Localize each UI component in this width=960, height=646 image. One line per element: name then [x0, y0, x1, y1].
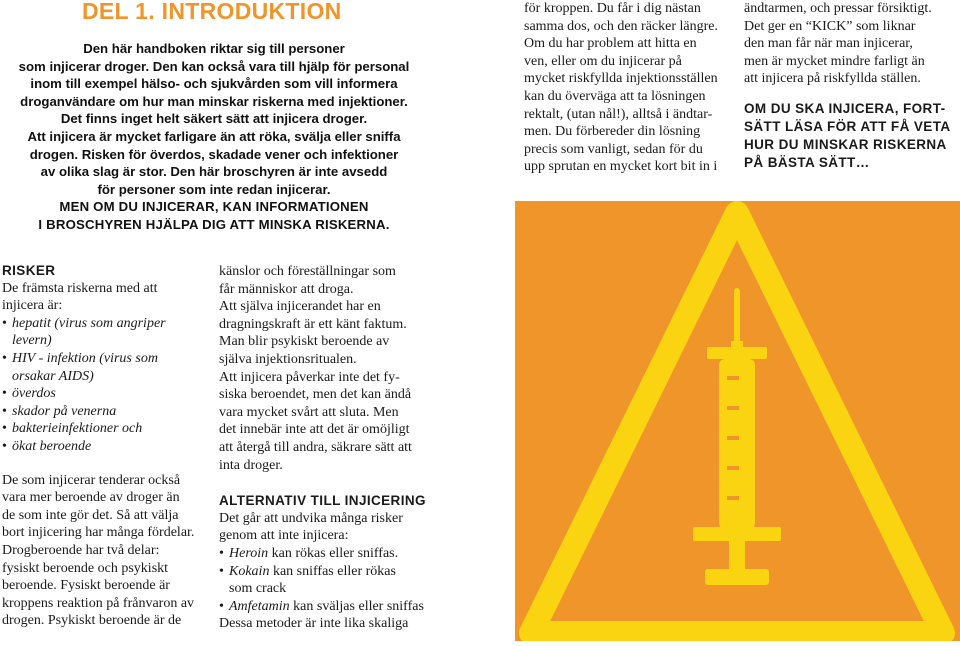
text-line: De som injicerar tenderar också	[2, 472, 181, 488]
text-line: Det ger en “KICK” som liknar	[744, 18, 916, 34]
text-line: bort injicering har många fördelar.	[2, 525, 195, 541]
intro-line: inom till exempel hälso- och sjukvården som vill informera	[30, 76, 398, 92]
text-line: rektalt, (utan nål!), alltså i ändtar-	[524, 106, 713, 122]
warning-sign-icon	[515, 201, 960, 641]
text-line: vara mer beroende av droger än	[2, 490, 180, 506]
callout-continue-reading	[744, 100, 956, 172]
text-line: Drogberoende har två delar:	[2, 542, 160, 558]
text-line: att återgå till andra, säkrare sätt att	[219, 439, 412, 455]
intro-text	[0, 40, 428, 234]
syringe-icon	[693, 291, 781, 585]
intro-line: som injicerar droger. Den kan också vara till hjälp för personal	[18, 58, 410, 74]
warning-illustration	[515, 201, 960, 641]
callout-line: SÄTT LÄSA FÖR ATT FÅ VETA	[744, 118, 951, 134]
intro-emphasis: MEN OM DU INJICERAR, KAN INFORMATIONEN	[59, 199, 369, 215]
text-line: ven, eller om du injicerar på	[524, 53, 682, 69]
page-title: DEL 1. INTRODUKTION	[82, 0, 342, 24]
text-line: precis som vanligt, sedan för du	[524, 141, 703, 157]
text-line: dragningskraft är ett känt faktum.	[219, 316, 407, 332]
risk-list	[2, 315, 212, 456]
text-line: drogen. Psykiskt beroende är de	[2, 613, 182, 629]
list-item: • Amfetamin kan sväljas eller sniffas	[219, 598, 424, 614]
alternatives-list	[219, 545, 431, 615]
text-line: men. Du förbereder din lösning	[524, 124, 701, 140]
column-dependence	[219, 263, 431, 633]
text-line: den man får när man injicerar,	[744, 36, 913, 52]
text-line: fysiskt beroende och psykiskt	[2, 560, 169, 576]
list-item: • Heroin kan rökas eller sniffas.	[219, 545, 399, 561]
intro-emphasis: I BROSCHYREN HJÄLPA DIG ATT MINSKA RISKERNA.	[38, 216, 390, 232]
text-line: Att själva injicerandet har en	[219, 299, 381, 315]
list-item: • ökat beroende	[2, 438, 92, 454]
text-line: men är mycket mindre farligt än	[744, 53, 925, 69]
intro-line: droganvändare om hur man minskar riskerna med injektioner.	[20, 93, 408, 109]
callout-line: HUR DU MINSKAR RISKERNA	[744, 136, 947, 152]
callout-line: OM DU SKA INJICERA, FORT-	[744, 100, 946, 116]
list-item: • hepatit (virus som angriper levern)	[2, 315, 166, 349]
text-line: De främsta riskerna med att	[2, 280, 158, 296]
list-item: • överdos	[2, 386, 56, 402]
intro-line: Det finns inget helt säkert sätt att injicera droger.	[60, 111, 368, 127]
text-line: vara mycket svårt att sluta. Men	[219, 404, 399, 420]
column-risks	[2, 262, 212, 630]
intro-line: Att injicera är mycket farligare än att röka, svälja eller sniffa	[27, 128, 401, 144]
list-item: • HIV - infektion (virus som orsakar AIDS)	[2, 350, 158, 384]
column-kick	[744, 0, 956, 172]
intro-line: av olika slag är stor. Den här broschyren är inte avsedd	[40, 164, 388, 180]
text-line: mycket riskfyllda injektionsställen	[524, 71, 718, 87]
text-line: själva injektionsritualen.	[219, 351, 357, 367]
text-line: Att injicera påverkar inte det fy-	[219, 369, 400, 385]
list-item: • bakterieinfektioner och	[2, 421, 143, 437]
text-line: ändtarmen, och pressar försiktigt.	[744, 1, 932, 16]
text-line: det innebär inte att det är omöjligt	[219, 422, 410, 438]
intro-line: för personer som inte redan injicerar.	[97, 181, 331, 197]
text-line: de som inte gör det. Så att välja	[2, 507, 179, 523]
text-line: Dessa metoder är inte lika skaliga	[219, 616, 409, 632]
section-heading-risks: RISKER	[2, 263, 56, 278]
text-line: att injicera på riskfyllda ställen.	[744, 71, 921, 87]
text-line: Om du har problem att hitta en	[524, 36, 697, 52]
text-line: genom att inte injicera:	[219, 528, 349, 544]
callout-line: PÅ BÄSTA SÄTT…	[744, 154, 870, 170]
section-heading-alternatives: ALTERNATIV TILL INJICERING	[219, 493, 426, 509]
text-line: kan du överväga att ta lösningen	[524, 88, 706, 104]
list-item: • skador på venerna	[2, 403, 117, 419]
text-line: beroende. Fysiskt beroende är	[2, 578, 170, 594]
column-rectal	[524, 0, 736, 176]
text-line: kroppens reaktion på frånvaron av	[2, 595, 195, 611]
intro-line: Den här handboken riktar sig till personer	[83, 41, 345, 56]
text-line: samma dos, och den räcker längre.	[524, 18, 718, 34]
text-line: injicera är:	[2, 298, 63, 314]
text-line: för kroppen. Du får i dig nästan	[524, 1, 701, 16]
text-line: känslor och föreställningar som	[219, 264, 396, 279]
text-line: inta droger.	[219, 457, 283, 473]
text-line: upp sprutan en mycket kort bit in i	[524, 159, 718, 175]
text-line: siska beroendet, men det kan ändå	[219, 387, 412, 403]
intro-line: drogen. Risken för överdos, skadade vener och infektioner	[29, 146, 399, 162]
text-line: får människor att droga.	[219, 281, 354, 297]
list-item: • Kokain kan sniffas eller rökas som crack	[219, 563, 396, 597]
text-line: Man blir psykiskt beroende av	[219, 334, 390, 350]
text-line: Det går att undvika många risker	[219, 510, 403, 526]
